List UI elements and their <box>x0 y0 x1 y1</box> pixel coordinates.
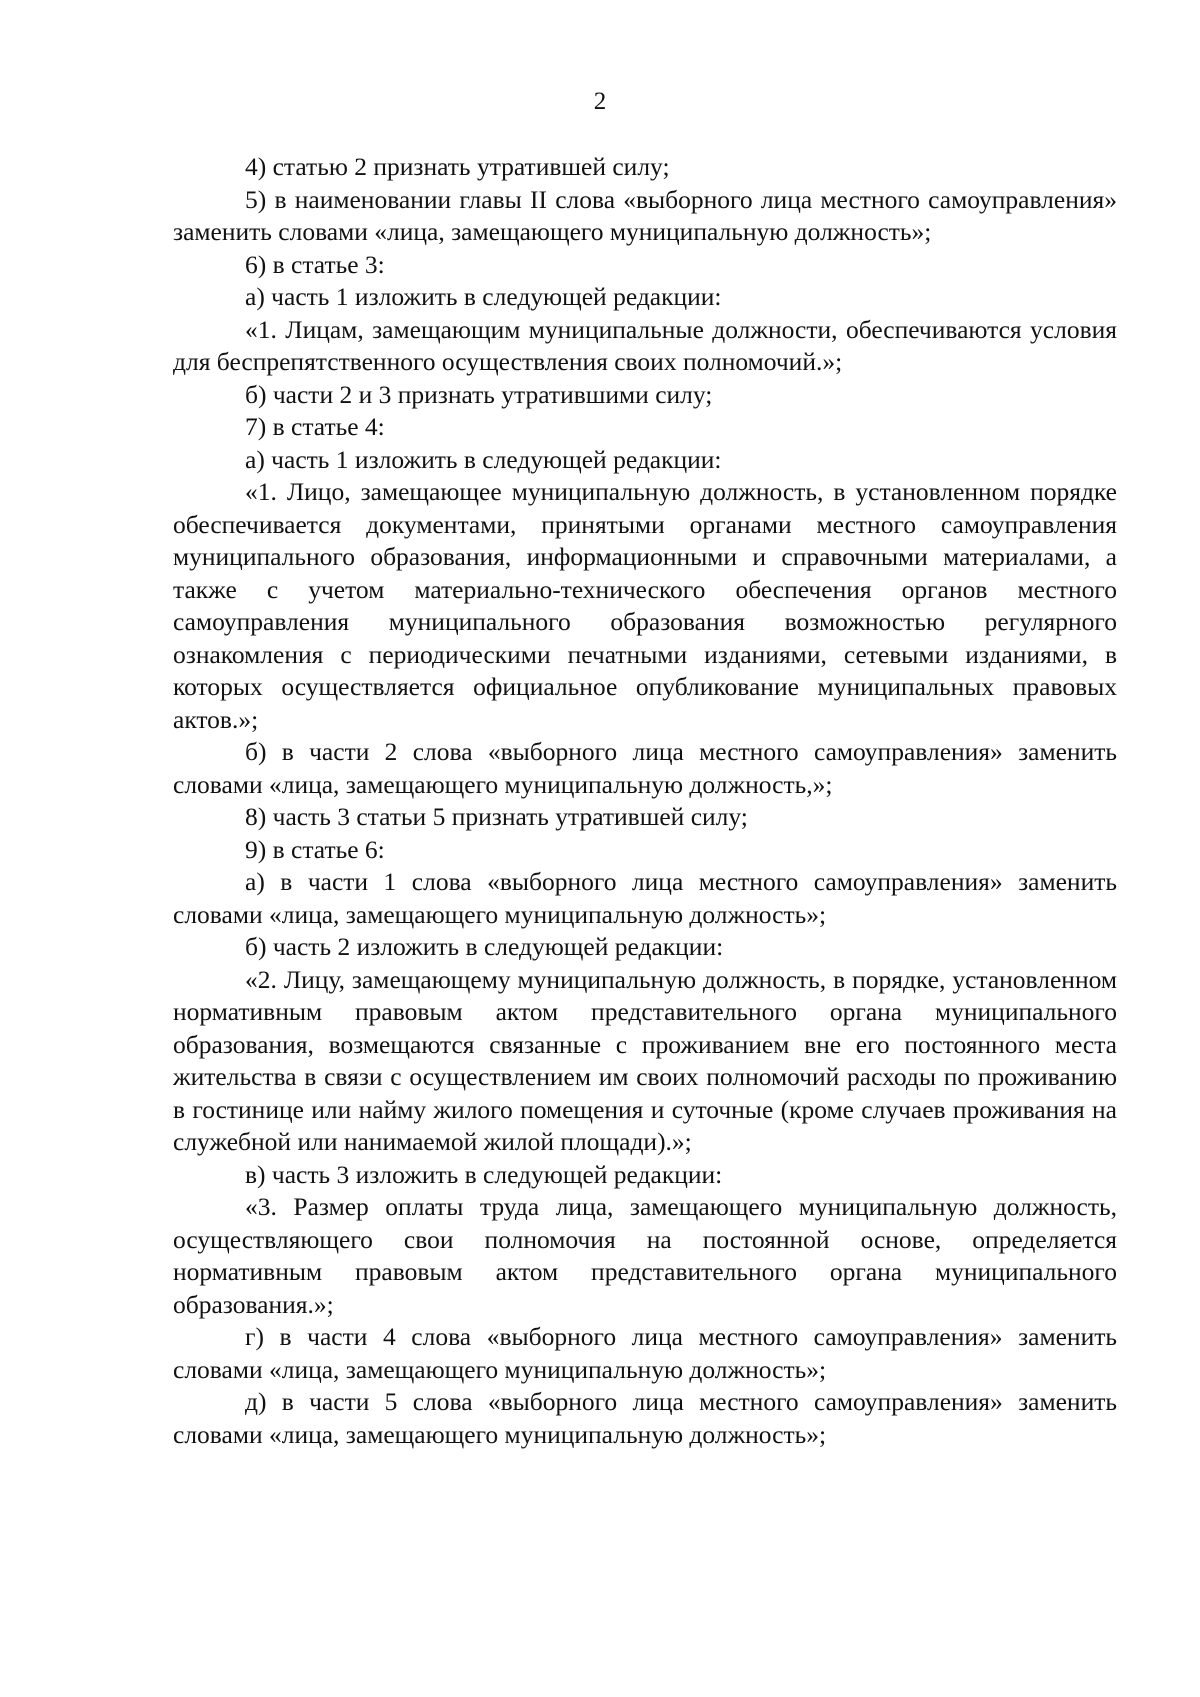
paragraph-9g: г) в части 4 слова «выборного лица местного самоуправления» заменить словами «лица, замещающего муниципальную должность»; <box>173 1322 1117 1384</box>
paragraph-7a-text: «1. Лицо, замещающее муниципальную должность, в установленном порядке обеспечивается документами, принятыми органами местного самоуправления муниципального образования, информационными и справочными материалами, а также с учетом материально-технического обеспечения органов местного самоуправления муниципального образования возможностью регулярного ознакомления с периодическими печатными изданиями, сетевыми изданиями, в которых осуществляется официальное опубликование муниципальных правовых актов.»; <box>173 477 1117 734</box>
paragraph-9b: б) часть 2 изложить в следующей редакции: <box>245 932 724 961</box>
document-body <box>173 151 1117 1451</box>
paragraph-6: 6) в статье 3: <box>245 249 385 279</box>
paragraph-6a-text: «1. Лицам, замещающим муниципальные должности, обеспечиваются условия для беспрепятственного осуществления своих полномочий.»; <box>173 314 1117 376</box>
paragraph-9a: а) в части 1 слова «выборного лица местного самоуправления» заменить словами «лица, замещающего муниципальную должность»; <box>173 867 1117 929</box>
paragraph-6b: б) части 2 и 3 признать утратившими силу; <box>245 379 713 409</box>
paragraph-8: 8) часть 3 статьи 5 признать утратившей силу; <box>245 802 748 831</box>
paragraph-9b-text: «2. Лицу, замещающему муниципальную должность, в порядке, установленном нормативным правовым актом представительного органа муниципального образования, возмещаются связанные с проживанием вне его постоянного места жительства в связи с осуществлением им своих полномочий расходы по проживанию в гостинице или найму жилого помещения и суточные (кроме случаев проживания на служебной или нанимаемой жилой площади).»; <box>173 964 1117 1156</box>
paragraph-7: 7) в статье 4: <box>245 412 385 441</box>
paragraph-4: 4) статью 2 признать утратившей силу; <box>245 152 670 181</box>
paragraph-6a: а) часть 1 изложить в следующей редакции: <box>245 282 722 311</box>
paragraph-5: 5) в наименовании главы II слова «выборного лица местного самоуправления» заменить словами «лица, замещающего муниципальную должность»; <box>173 184 1117 246</box>
paragraph-9d: д) в части 5 слова «выборного лица местного самоуправления» заменить словами «лица, замещающего муниципальную должность»; <box>173 1387 1117 1449</box>
paragraph-9: 9) в статье 6: <box>245 834 385 864</box>
paragraph-7b: б) в части 2 слова «выборного лица местного самоуправления» заменить словами «лица, замещающего муниципальную должность,»; <box>173 737 1117 799</box>
paragraph-7a: а) часть 1 изложить в следующей редакции: <box>245 444 722 474</box>
paragraph-9v-text: «3. Размер оплаты труда лица, замещающего муниципальную должность, осуществляющего свои полномочия на постоянной основе, определяется нормативным правовым актом представительного органа муниципального образования.»; <box>173 1192 1117 1319</box>
page-number: 2 <box>593 88 607 115</box>
paragraph-9v: в) часть 3 изложить в следующей редакции: <box>245 1159 723 1189</box>
